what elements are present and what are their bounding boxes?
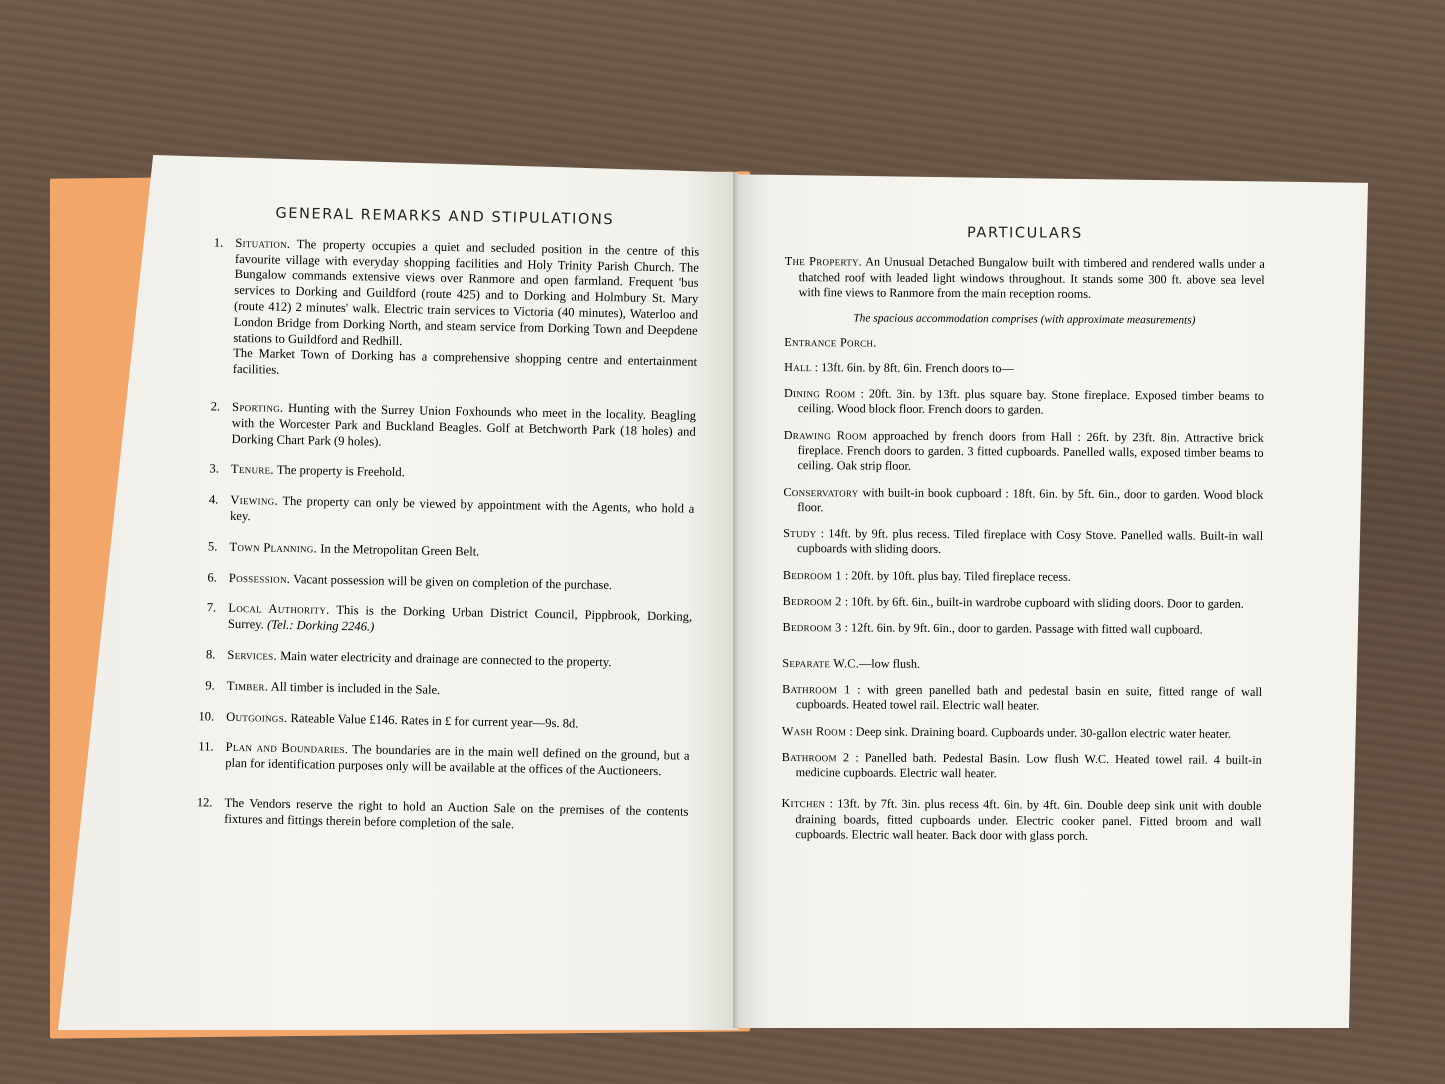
- room-entry: [783, 568, 1263, 586]
- room-entry: [782, 682, 1262, 716]
- remark-text: Main water electricity and drainage are connected to the property.: [276, 648, 612, 670]
- property-title: The Property.: [784, 254, 863, 269]
- room-entry: [783, 428, 1263, 477]
- room-name: Hall: [784, 359, 812, 374]
- remark-text: The Vendors reserve the right to hold an Auction Sale on the premises of the contents fixtures and fittings therein before completion of the sale.: [224, 795, 689, 832]
- room-text: with built-in book cupboard : 18ft. 6in. by 5ft. 6in., door to garden. Wood block floor.: [797, 485, 1264, 515]
- room-name: Kitchen: [781, 796, 826, 811]
- remark-item: [179, 739, 690, 780]
- room-text: : 14ft. by 9ft. plus recess. Tiled fireplace with Cosy Stove. Panelled walls. Built-in wall cupboards with sliding doors.: [796, 526, 1264, 557]
- remark-number: 3.: [209, 461, 220, 476]
- remark-title: Town Planning.: [229, 539, 318, 556]
- remark-number: 7.: [206, 600, 217, 615]
- remark-title: Outgoings.: [226, 709, 288, 725]
- remark-item: [178, 795, 689, 836]
- general-remarks-heading: GENERAL REMARKS AND STIPULATIONS: [275, 205, 615, 229]
- room-entry: [782, 620, 1262, 638]
- room-entry: [783, 485, 1263, 519]
- room-text: : with green panelled bath and pedestal basin en suite, fitted range of wall cupboards. Heated towel rail. Electric wall heater.: [796, 682, 1263, 713]
- room-text: approached by french doors from Hall : 26ft. by 23ft. 8in. Attractive brick fireplace. French doors to garden. 3 fitted cupboards. Panelled walls, exposed timber beams to ceiling. Oak strip floor.: [797, 428, 1264, 474]
- remark-body: [230, 493, 695, 533]
- remark-extra: The Market Town of Dorking has a comprehensive shopping centre and entertainment facilities.: [232, 346, 698, 377]
- remark-text: In the Metropolitan Green Belt.: [316, 541, 480, 559]
- room-text: —low flush.: [859, 656, 921, 671]
- room-name: Bedroom 1: [782, 567, 842, 583]
- room-entry: [783, 526, 1263, 560]
- entrance-porch: Entrance Porch.: [784, 335, 877, 351]
- particulars-heading: PARTICULARS: [966, 225, 1083, 242]
- room-text: : Panelled bath. Pedestal Basin. Low flush W.C. Heated towel rail. 4 built-in medicine cupboards. Electric wall heater.: [795, 750, 1262, 781]
- remark-title: Situation.: [235, 235, 291, 251]
- remark-body: [233, 236, 700, 387]
- remark-number: 10.: [198, 708, 215, 724]
- remark-title: Local Authority.: [228, 601, 330, 618]
- remark-title: Tenure.: [230, 462, 275, 478]
- remark-text: This is the Dorking Urban District Council, Pippbrook, Dorking, Surrey.: [227, 603, 693, 632]
- remark-title: Possession.: [228, 570, 291, 586]
- remark-body: [229, 570, 693, 595]
- remark-text: The boundaries are in the main well defined on the ground, but a plan for identification purposes only will be available at the offices of the Auctioneers.: [225, 742, 690, 779]
- remark-body: [231, 462, 695, 487]
- remark-title: Timber.: [226, 678, 269, 694]
- remark-number: 4.: [208, 492, 219, 507]
- particulars-section: [781, 225, 1265, 856]
- remark-text: Hunting with the Surrey Union Foxhounds who meet in the locality. Beagling with the Worcester Park and Buckland Beagles. Golf at Betchworth Park (18 holes) and Dorking Chart Park (9 holes).: [231, 400, 697, 449]
- property-paragraph: [785, 254, 1265, 303]
- room-text: : 10ft. by 6ft. 6in., built-in wardrobe cupboard with sliding doors. Door to garden.: [841, 594, 1244, 611]
- remark-number: 11.: [198, 739, 214, 754]
- room-entry: [782, 750, 1262, 784]
- room-name: Bedroom 2: [782, 594, 842, 609]
- property-text: An Unusual Detached Bungalow built with timbered and rendered walls under a thatched roof with leaded light windows throughout. It stands some 300 ft. above sea level with fine views to Ranmore from the main reception rooms.: [798, 254, 1265, 301]
- room-text: : Deep sink. Draining board. Cupboards under. 30-gallon electric water heater.: [846, 723, 1232, 741]
- room-entry: [783, 594, 1263, 612]
- room-text: : 12ft. 6in. by 9ft. 6in., door to garden. Passage with fitted wall cupboard.: [841, 620, 1203, 637]
- remark-number: 8.: [205, 647, 216, 662]
- remark-title: Services.: [227, 647, 278, 663]
- room-name: Bathroom 1: [782, 681, 851, 697]
- remark-item: [183, 539, 693, 565]
- room-entry: [782, 724, 1262, 742]
- remark-item: [185, 461, 695, 487]
- room-text: : 13ft. by 7ft. 3in. plus recess 4ft. 6in. by 4ft. 6in. Double deep sink unit with double draining boards, fitted cupboards under. Electric cooker panel. Fitted broom and wall cupboards. Electric wall heater. Back door with glass porch.: [795, 796, 1262, 843]
- remark-text: Vacant possession will be given on completion of the purchase.: [290, 571, 613, 592]
- remark-item: [184, 492, 695, 533]
- remark-body: [227, 648, 691, 673]
- accommodation-note: The spacious accommodation comprises (with approximate measurements): [853, 312, 1196, 327]
- general-remarks-section: [178, 205, 700, 851]
- remark-title: Sporting.: [231, 399, 284, 415]
- rooms-list: [781, 360, 1264, 845]
- room-entry: [781, 796, 1261, 845]
- remark-item: [187, 235, 700, 387]
- remark-number: 1.: [213, 235, 224, 250]
- remark-body: [228, 601, 693, 641]
- room-name: Dining Room: [783, 386, 856, 401]
- room-entry: [784, 386, 1264, 420]
- remark-body: [231, 400, 696, 456]
- room-name: Bathroom 2: [781, 749, 850, 765]
- remarks-list: [178, 235, 699, 836]
- room-entry: [784, 360, 1264, 378]
- remark-item: [182, 600, 693, 641]
- remark-item: [181, 647, 691, 673]
- room-name: Study: [783, 526, 817, 541]
- remark-text: The property is Freehold.: [273, 463, 405, 480]
- remark-title: Plan and Boundaries.: [225, 740, 349, 757]
- remark-item: [181, 678, 691, 704]
- remark-number: 9.: [205, 678, 215, 693]
- remark-number: 12.: [196, 795, 213, 810]
- room-name: Separate W.C.: [782, 655, 860, 671]
- remark-text: Rateable Value £146. Rates in £ for current year—9s. 8d.: [287, 710, 579, 731]
- remark-item: [180, 708, 690, 734]
- remark-body: [227, 679, 691, 704]
- remark-title: Viewing.: [230, 492, 279, 508]
- remark-body: [224, 796, 689, 836]
- remark-item: [185, 399, 696, 456]
- remark-item: [183, 569, 693, 595]
- room-entry: [782, 656, 1262, 674]
- room-text: : 20ft. by 10ft. plus bay. Tiled fireplace recess.: [841, 568, 1071, 584]
- room-name: Bedroom 3: [782, 620, 842, 635]
- remark-number: 6.: [207, 569, 217, 585]
- spine-shadow: [733, 170, 739, 1028]
- remark-body: [229, 540, 693, 565]
- remark-italic: (Tel.: Dorking 2246.): [266, 617, 375, 634]
- room-name: Drawing Room: [783, 427, 868, 443]
- remark-body: [226, 709, 690, 734]
- remark-text: All timber is included in the Sale.: [268, 679, 441, 697]
- remark-number: 2.: [210, 399, 221, 414]
- remark-number: 5.: [207, 539, 218, 554]
- room-text: : 20ft. 3in. by 13ft. plus square bay. Stone fireplace. Exposed timber beams to ceiling. Wood block floor. French doors to garden.: [797, 386, 1265, 417]
- remark-text: The property occupies a quiet and secluded position in the centre of this favourite village with everyday shopping facilities and Holy Trinity Parish Church. The Bungalow commands extensive views over Ranmore and open farmland. Frequent 'bus services to Dorking and Guildford (route 425) and to Dorking and Holmbury St. Mary (route 412) 2 minutes' walk. Electric train services to Victoria (40 minutes), Waterloo and London Bridge from Dorking North, and steam service from Dorking Town and Deepdene stations to Guildford and Redhill.: [233, 236, 700, 348]
- room-name: Conservatory: [783, 484, 859, 500]
- room-name: Wash Room: [781, 723, 847, 738]
- remark-text: The property can only be viewed by appointment with the Agents, who hold a key.: [229, 493, 695, 524]
- room-text: : 13ft. 6in. by 8ft. 6in. French doors to—: [811, 359, 1014, 376]
- remark-body: [225, 740, 690, 780]
